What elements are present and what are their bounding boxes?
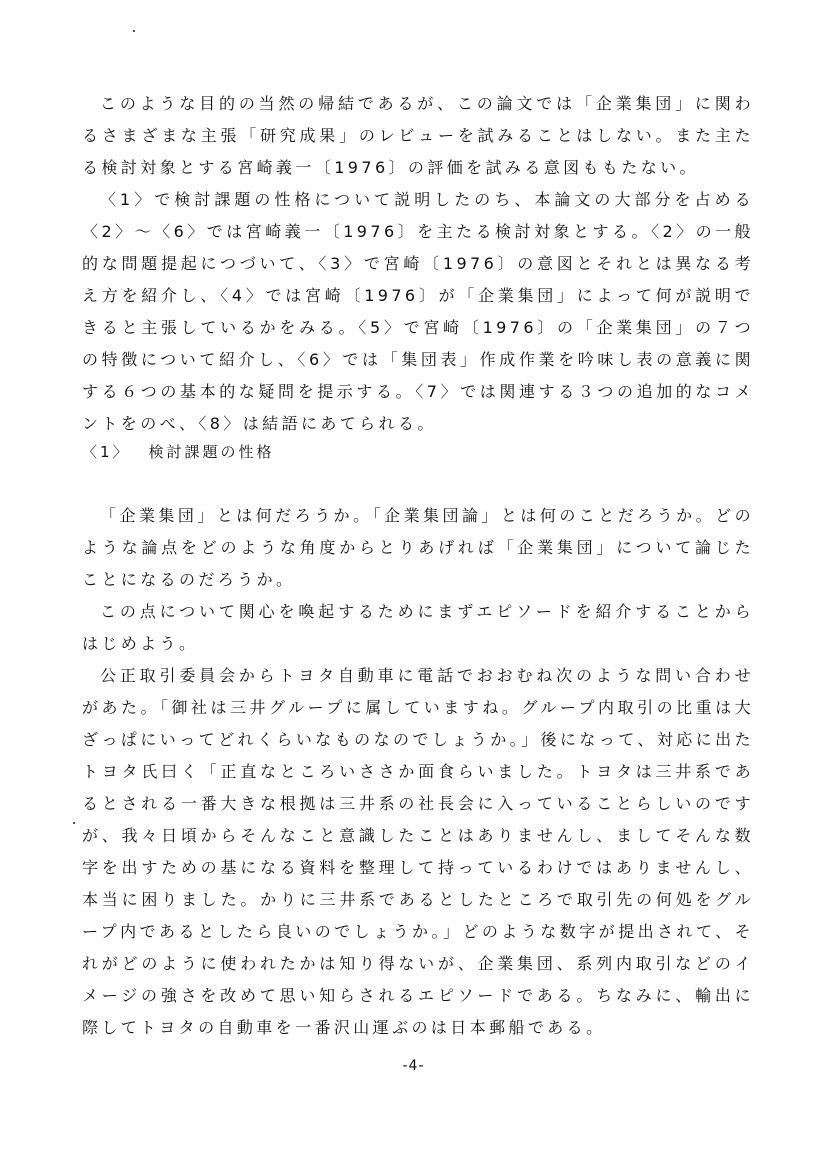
section-heading <box>82 436 275 468</box>
section-number: 〈1〉 <box>82 443 131 461</box>
paragraph-structure-overview: 〈1〉で検討課題の性格について説明したのち、本論文の大部分を占める〈2〉～〈6〉では宮崎義一〔1976〕を主たる検討対象とする。〈2〉の一般的な問題提起につづいて、〈3〉で宮崎〔1976〕の意図とそれとは異なる考え方を紹介し、〈4〉では宮崎〔1976〕が「企業集団」によって何が説明できると主張しているかをみる。〈5〉で宮崎〔1976〕の「企業集団」の７つの特徴について紹介し、〈6〉では「集団表」作成作業を吟味し表の意義に関する６つの基本的な疑問を提示する。〈7〉では関連する３つの追加的なコメントをのべ、〈8〉は結語にあてられる。 <box>82 190 754 433</box>
scan-speck <box>73 822 75 824</box>
section-title: 検討課題の性格 <box>148 443 275 461</box>
paragraph-intro-scope: このような目的の当然の帰結であるが、この論文では「企業集団」に関わるさまざまな主張「研究成果」のレビューを試みることはしない。また主たる検討対象とする宮崎義一〔1976〕の評価を試みる意図ももたない。 <box>82 94 754 177</box>
page-number: -4- <box>402 1058 425 1074</box>
paragraph-episode-intro: この点について関心を喚起するためにまずエピソードを紹介することからはじめよう。 <box>82 602 754 653</box>
scan-speck <box>133 30 135 32</box>
paragraph-episode: 公正取引委員会からトヨタ自動車に電話でおおむね次のような問い合わせがあた。「御社は三井グループに属していますね。グループ内取引の比重は大ざっぱにいってどれくらいなものなのでしょうか。」後になって、対応に出たトヨタ氏曰く「正直なところいささか面食らいました。トヨタは三井系であるとされる一番大きな根拠は三井系の社長会に入っていることらしいのですが、我々日頃からそんなこと意識したことはありませんし、ましてそんな数字を出すための基になる資料を整理して持っているわけではありませんし、本当に困りました。かりに三井系であるとしたところで取引先の何処をグループ内であるとしたら良いのでしょうか。」どのような数字が提出されて、それがどのように使われたかは知り得ないが、企業集団、系列内取引などのイメージの強さを改めて思い知らされるエピソードである。ちなみに、輸出に際してトヨタの自動車を一番沢山運ぶのは日本郵船である。 <box>82 666 754 1037</box>
paragraph-question: 「企業集団」とは何だろうか。「企業集団論」とは何のことだろうか。どのような論点をどのような角度からとりあげれば「企業集団」について論じたことになるのだろうか。 <box>82 506 754 589</box>
